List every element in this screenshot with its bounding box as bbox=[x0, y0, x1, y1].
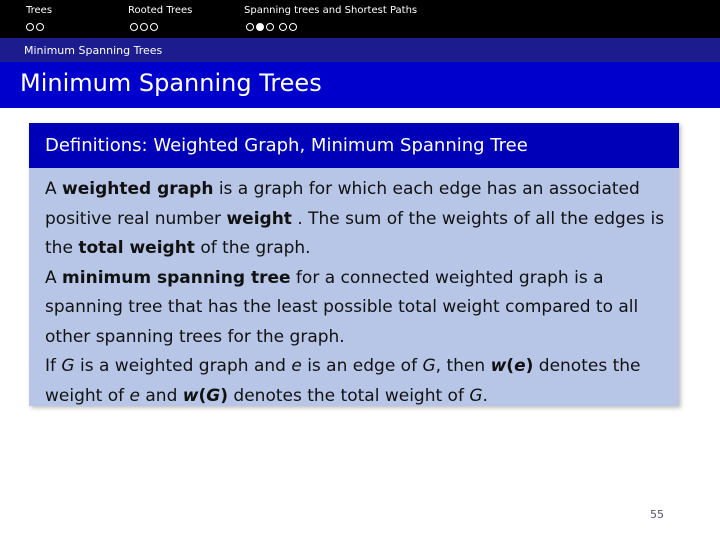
navigation-bar bbox=[0, 0, 720, 38]
text: is a graph for which each edge has an associated positive real number bbox=[45, 179, 640, 229]
nav-section-title[interactable]: Spanning trees and Shortest Paths bbox=[244, 5, 418, 16]
math-G: G bbox=[469, 385, 483, 406]
text: , then bbox=[435, 356, 491, 376]
nav-dots bbox=[246, 23, 299, 31]
math-e: e bbox=[514, 356, 526, 376]
nav-dots bbox=[130, 23, 160, 31]
nav-dot[interactable] bbox=[279, 23, 287, 31]
text: and bbox=[139, 385, 183, 406]
math-G: G bbox=[61, 356, 75, 376]
math-w: w bbox=[182, 385, 199, 406]
definition-weighted-graph bbox=[45, 175, 671, 264]
frame-title: Minimum Spanning Trees bbox=[20, 69, 322, 97]
math-paren: ( bbox=[506, 356, 515, 376]
math-paren: ( bbox=[198, 385, 207, 406]
math-w-of-e bbox=[491, 356, 534, 376]
text: is a weighted graph and bbox=[74, 356, 292, 376]
text: denotes the weight of bbox=[45, 356, 641, 406]
text: for a connected weighted graph is a spanning tree that has the least possible total weight compared to all other spanning trees for the graph. bbox=[45, 267, 639, 347]
term-weight: weight bbox=[226, 208, 292, 229]
nav-dot[interactable] bbox=[36, 23, 44, 31]
math-w: w bbox=[490, 356, 507, 376]
definition-block bbox=[29, 123, 679, 406]
math-paren: ) bbox=[525, 356, 534, 376]
text: A bbox=[45, 267, 63, 288]
math-paren: ) bbox=[220, 385, 229, 406]
nav-dot[interactable] bbox=[26, 23, 34, 31]
block-title: Definitions: Weighted Graph, Minimum Spanning Tree bbox=[45, 135, 528, 156]
math-w-of-G bbox=[183, 386, 228, 406]
nav-dot[interactable] bbox=[246, 23, 254, 31]
text: . The sum of the weights of all the edges is the bbox=[45, 208, 665, 258]
text: is an edge of bbox=[301, 356, 423, 376]
term-total-weight: total weight bbox=[78, 238, 195, 258]
math-G: G bbox=[422, 356, 436, 376]
block-body bbox=[29, 168, 679, 406]
text: A bbox=[45, 179, 63, 199]
nav-dot[interactable] bbox=[150, 23, 158, 31]
text: denotes the total weight of bbox=[228, 385, 470, 406]
math-e: e bbox=[129, 385, 140, 406]
nav-section-title[interactable]: Rooted Trees bbox=[128, 5, 193, 16]
definition-minimum-spanning-tree bbox=[45, 264, 671, 353]
page-number: 55 bbox=[650, 508, 664, 521]
text: If bbox=[45, 356, 62, 376]
term-minimum-spanning-tree: minimum spanning tree bbox=[62, 267, 291, 288]
subsection-title[interactable]: Minimum Spanning Trees bbox=[24, 44, 163, 57]
nav-section-title[interactable]: Trees bbox=[26, 5, 53, 16]
subsection-bar bbox=[0, 38, 720, 62]
text: . bbox=[482, 385, 488, 406]
block-header bbox=[29, 123, 679, 168]
nav-dot[interactable] bbox=[140, 23, 148, 31]
nav-dot[interactable] bbox=[266, 23, 274, 31]
definition-notation bbox=[45, 352, 671, 411]
term-weighted-graph: weighted graph bbox=[62, 179, 214, 199]
math-G: G bbox=[206, 385, 221, 406]
nav-dot[interactable] bbox=[289, 23, 297, 31]
nav-dot-current[interactable] bbox=[256, 23, 264, 31]
nav-dot[interactable] bbox=[130, 23, 138, 31]
frame-title-bar bbox=[0, 62, 720, 108]
math-e: e bbox=[291, 356, 302, 376]
nav-dots bbox=[26, 23, 46, 31]
text: of the graph. bbox=[194, 238, 311, 258]
